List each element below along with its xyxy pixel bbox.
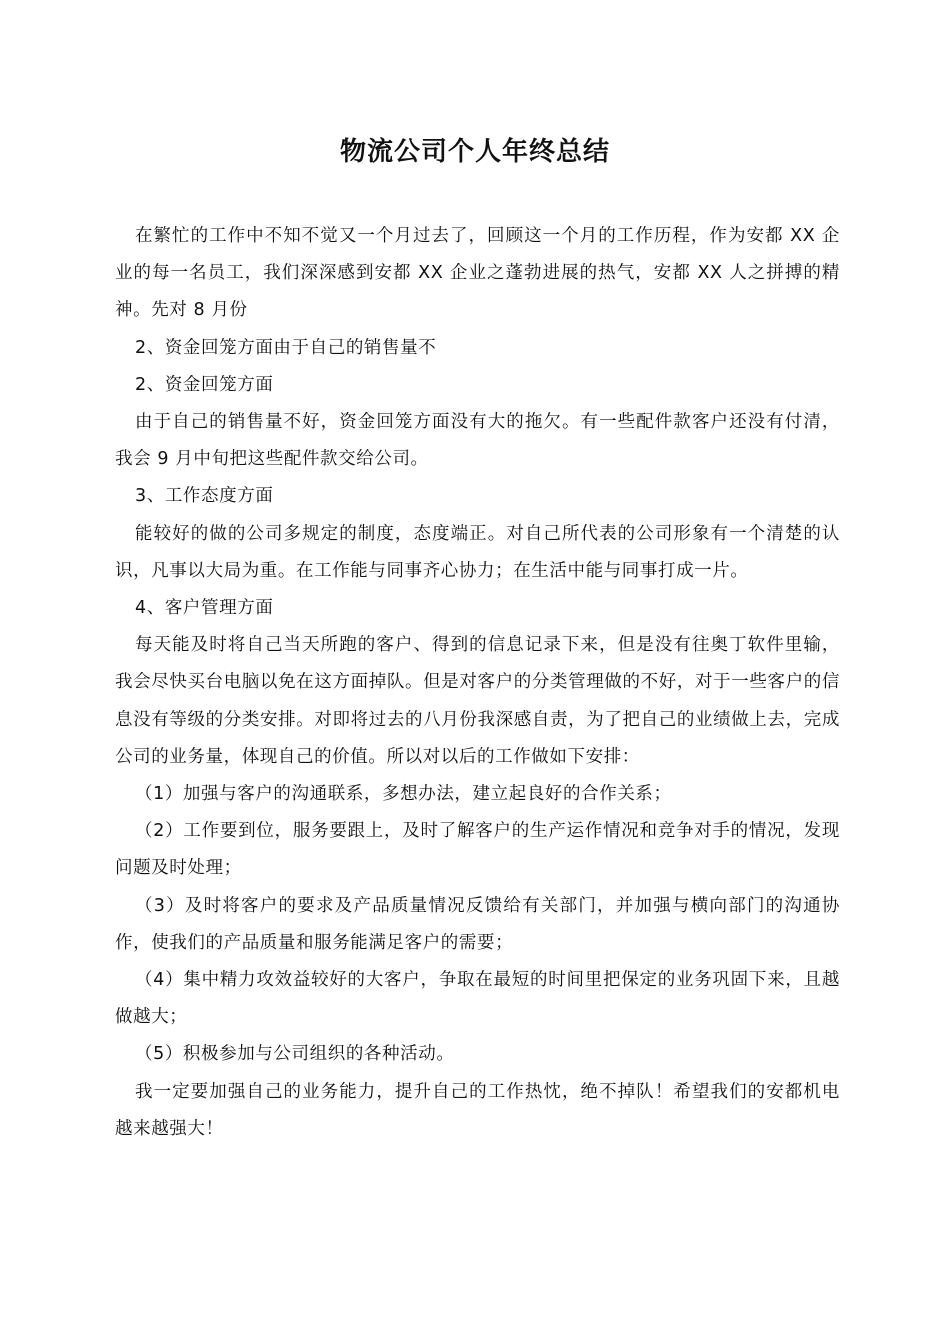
paragraph-intro: 在繁忙的工作中不知不觉又一个月过去了，回顾这一个月的工作历程，作为安都 XX 企业的每一名员工，我们深深感到安都 XX 企业之蓬勃进展的热气，安都 XX 人之拼搏的精神。先对 8 月份 <box>115 226 840 321</box>
document-body <box>115 218 840 1148</box>
list-item-plan-1: （1）加强与客户的沟通联系，多想办法，建立起良好的合作关系； <box>135 784 672 805</box>
paragraph-attitude-detail: 能较好的做的公司多规定的制度，态度端正。对自己所代表的公司形象有一个清楚的认识，凡事以大局为重。在工作能与同事齐心协力；在生活中能与同事打成一片。 <box>115 523 840 581</box>
paragraph-fund-detail: 由于自己的销售量不好，资金回笼方面没有大的拖欠。有一些配件款客户还没有付清，我会 9 月中旬把这些配件款交给公司。 <box>115 412 840 470</box>
paragraph-heading-customer: 4、客户管理方面 <box>135 598 274 619</box>
paragraph-heading-fund: 2、资金回笼方面 <box>135 374 274 395</box>
paragraph-heading-fund-fragment: 2、资金回笼方面由于自己的销售量不 <box>135 337 437 358</box>
paragraph-customer-detail: 每天能及时将自己当天所跑的客户、得到的信息记录下来，但是没有往奥丁软件里输，我会尽快买台电脑以免在这方面掉队。但是对客户的分类管理做的不好，对于一些客户的信息没有等级的分类安排。对即将过去的八月份我深感自责，为了把自己的业绩做上去，完成公司的业务量，体现自己的价值。所以对以后的工作做如下安排： <box>115 635 840 767</box>
paragraph-heading-attitude: 3、工作态度方面 <box>135 486 274 507</box>
paragraph-conclusion: 我一定要加强自己的业务能力，提升自己的工作热忱，绝不掉队！希望我们的安都机电越来越强大！ <box>115 1081 840 1139</box>
list-item-plan-2: （2）工作要到位，服务要跟上，及时了解客户的生产运作情况和竞争对手的情况，发现问题及时处理； <box>115 821 840 879</box>
list-item-plan-5: （5）积极参加与公司组织的各种活动。 <box>135 1044 455 1065</box>
list-item-plan-4: （4）集中精力攻效益较好的大客户，争取在最短的时间里把保定的业务巩固下来，且越做越大； <box>115 970 840 1028</box>
list-item-plan-3: （3）及时将客户的要求及产品质量情况反馈给有关部门，并加强与横向部门的沟通协作，使我们的产品质量和服务能满足客户的需要； <box>115 895 840 953</box>
document-title: 物流公司个人年终总结 <box>339 137 610 167</box>
